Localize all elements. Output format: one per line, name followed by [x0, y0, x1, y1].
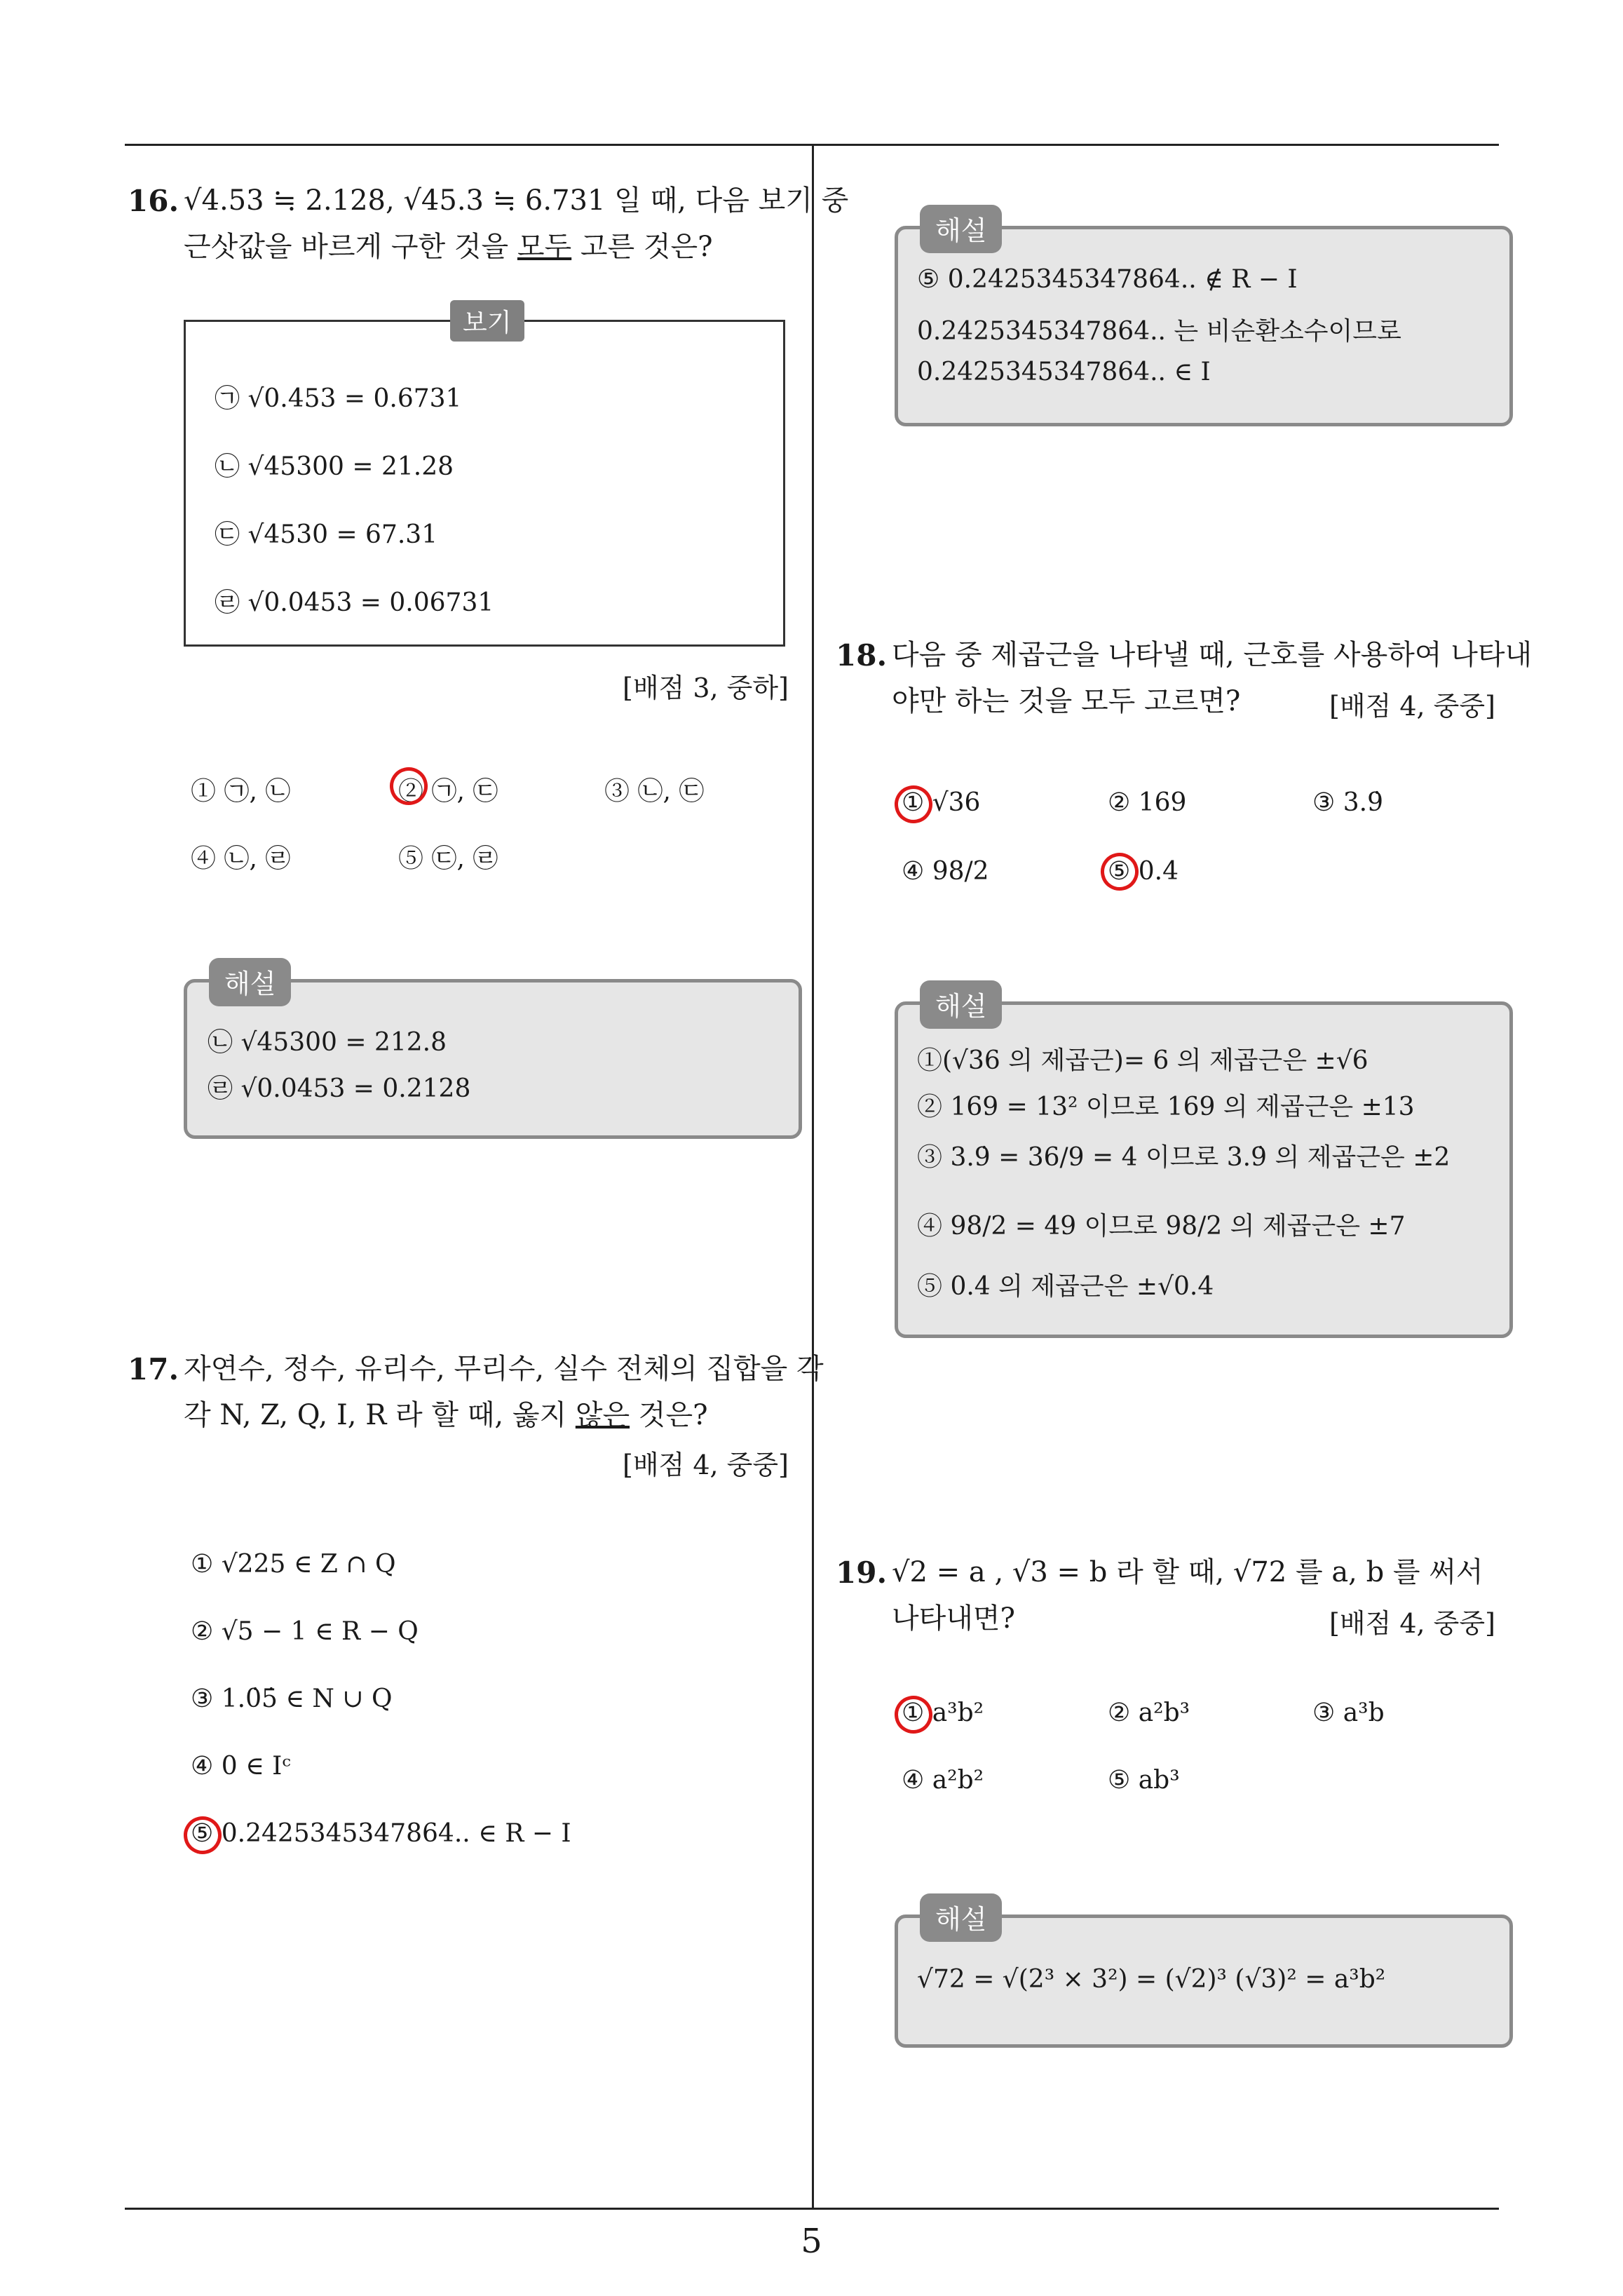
option-2[interactable]: ② √5 − 1 ∈ R − Q: [191, 1617, 419, 1646]
example-box-title: 보기: [450, 300, 524, 342]
text-part: 각 N, Z, Q, I, R 라 할 때, 옳지: [184, 1399, 576, 1431]
option-1[interactable]: ① ㉠, ㉡: [191, 777, 291, 806]
underlined-text: 모두: [517, 231, 572, 263]
option-2[interactable]: ② a²b³: [1108, 1699, 1190, 1727]
explanation-line: √72 = √(2³ × 3²) = (√2)³ (√3)² = a³b²: [917, 1965, 1386, 1994]
score-label: [배점 3, 중하]: [623, 673, 789, 703]
example-item: ㉠ √0.453 = 0.6731: [215, 384, 462, 413]
page-number: 5: [801, 2222, 822, 2261]
text-part: 근삿값을 바르게 구한 것을: [184, 231, 517, 263]
option-4[interactable]: ④ a²b²: [902, 1766, 984, 1795]
explanation-tag: 해설: [920, 1893, 1002, 1942]
explanation-tag: 해설: [209, 958, 291, 1006]
explanation-line: ①(√36 의 제곱근)= 6 의 제곱근은 ±√6: [917, 1046, 1369, 1075]
option-5[interactable]: ⑤ ㉢, ㉣: [398, 844, 498, 873]
option-1[interactable]: ① √225 ∈ Z ∩ Q: [191, 1550, 396, 1579]
example-item: ㉣ √0.0453 = 0.06731: [215, 588, 494, 617]
option-1[interactable]: ① √36: [902, 788, 981, 817]
question-text-line1: √4.53 ≒ 2.128, √45.3 ≒ 6.731 일 때, 다음 보기 중: [184, 184, 849, 217]
text-part: 고른 것은?: [571, 231, 713, 263]
question-number: 16.: [128, 184, 179, 218]
explanation-line: ⑤ 0.2425345347864.. ∉ R − I: [917, 265, 1298, 294]
explanation-line: ㉣ √0.0453 = 0.2128: [208, 1074, 471, 1103]
explanation-line: 0.2425345347864.. ∈ I: [917, 358, 1211, 386]
option-4[interactable]: ④ ㉡, ㉣: [191, 844, 291, 873]
option-2[interactable]: ② 169: [1108, 788, 1187, 817]
explanation-line: ⑤ 0.4 의 제곱근은 ±√0.4: [917, 1272, 1214, 1301]
question-text-line2: 나타내면?: [892, 1602, 1016, 1635]
answer-mark-circle: [1097, 849, 1142, 894]
option-5[interactable]: ⑤ 0.4: [1108, 857, 1179, 886]
question-text-line1: √2 = a , √3 = b 라 할 때, √72 를 a, b 를 써서: [892, 1556, 1483, 1588]
explanation-line: ④ 98/2 = 49 이므로 98/2 의 제곱근은 ±7: [917, 1212, 1406, 1241]
explanation-line: 0.2425345347864.. 는 비순환소수이므로: [917, 317, 1401, 346]
underlined-text: 않은: [575, 1399, 630, 1431]
score-label: [배점 4, 중중]: [1329, 1608, 1495, 1639]
explanation-tag: 해설: [920, 980, 1002, 1029]
example-item: ㉡ √45300 = 21.28: [215, 452, 454, 481]
question-number: 19.: [836, 1555, 888, 1590]
score-label: [배점 4, 중중]: [623, 1450, 789, 1480]
explanation-line: ㉡ √45300 = 212.8: [208, 1028, 447, 1057]
question-number: 17.: [128, 1352, 179, 1386]
option-1[interactable]: ① a³b²: [902, 1699, 984, 1727]
explanation-line: ② 169 = 13² 이므로 169 의 제곱근은 ±13: [917, 1093, 1415, 1121]
score-label: [배점 4, 중중]: [1329, 691, 1495, 722]
example-item: ㉢ √4530 = 67.31: [215, 520, 438, 549]
option-4[interactable]: ④ 0 ∈ Iᶜ: [191, 1752, 291, 1781]
question-text-line2: [184, 223, 713, 271]
question-text-line1: 다음 중 제곱근을 나타낼 때, 근호를 사용하여 나타내: [892, 639, 1533, 671]
option-2[interactable]: ② ㉠, ㉢: [398, 777, 498, 806]
question-text-line1: 자연수, 정수, 유리수, 무리수, 실수 전체의 집합을 각: [184, 1353, 824, 1385]
option-3[interactable]: ③ 3.9̇: [1312, 788, 1383, 817]
question-number: 18.: [836, 638, 888, 673]
explanation-line: ③ 3.9̇ = 36/9 = 4 이므로 3.9̇ 의 제곱근은 ±2: [917, 1143, 1451, 1172]
bottom-rule: [125, 2208, 1499, 2210]
question-text-line2: [184, 1391, 708, 1439]
option-3[interactable]: ③ a³b: [1312, 1699, 1385, 1727]
option-3[interactable]: ③ ㉡, ㉢: [604, 777, 705, 806]
option-4[interactable]: ④ 98/2: [902, 857, 989, 886]
text-part: 것은?: [630, 1399, 708, 1431]
column-divider: [812, 144, 814, 2209]
option-3[interactable]: ③ 1.0̇5̇ ∈ N ∪ Q: [191, 1684, 393, 1713]
question-text-line2: 야만 하는 것을 모두 고르면?: [892, 685, 1241, 717]
option-5[interactable]: ⑤ 0.2425345347864.. ∈ R − I: [191, 1819, 571, 1848]
explanation-tag: 해설: [920, 205, 1002, 253]
option-5[interactable]: ⑤ ab³: [1108, 1766, 1180, 1795]
